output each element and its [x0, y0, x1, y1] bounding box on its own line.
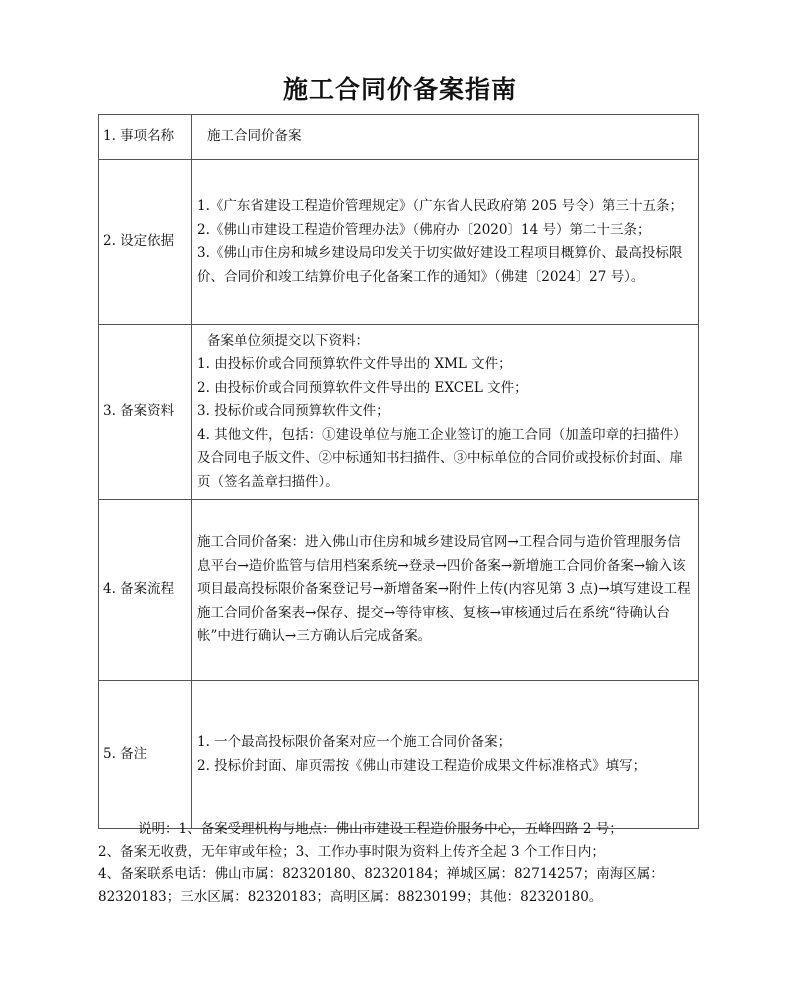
row-content-legal-basis [192, 160, 699, 325]
footer-line-1: 说明：1、备案受理机构与地点：佛山市建设工程造价服务中心，五峰四路 2 号； [138, 821, 623, 837]
notes-item: 1. 一个最高投标限价备案对应一个施工合同价备案； [197, 734, 512, 750]
row-content-process: 施工合同价备案：进入佛山市住房和城乡建设局官网→工程合同与造价管理服务信息平台→造价监管与信用档案系统→登录→四价备案→新增施工合同价备案→输入该项目最高投标限价备案登记号→新增备案→附件上传(内容见第 3 点)→填写建设工程施工合同价备案表→保存、提交→等待审核、复核→审核通过后在系统“待确认台帐”中进行确认→三方确认后完成备案。 [192, 500, 699, 681]
table-row-legal-basis [99, 160, 699, 325]
table-row-notes [99, 681, 699, 829]
table-row-process [99, 500, 699, 681]
row-label-materials: 3. 备案资料 [99, 325, 192, 500]
row-content-materials [192, 325, 699, 500]
row-label-item-name: 1. 事项名称 [99, 115, 192, 160]
footer-line-3: 4、备案联系电话：佛山市属：82320180、82320184；禅城区属：82714257；南海区属：82320183；三水区属：82320183；高明区属：88230199；其他：82320180。 [98, 866, 664, 905]
materials-intro: 备案单位须提交以下资料： [207, 332, 369, 349]
row-label-notes: 5. 备注 [99, 681, 192, 829]
row-content-notes [192, 681, 699, 829]
document-title: 施工合同价备案指南 [282, 75, 517, 104]
materials-item: 1. 由投标价或合同预算软件文件导出的 XML 文件； [197, 356, 512, 373]
row-content-item-name [192, 115, 699, 160]
item-name-value: 施工合同价备案 [207, 128, 302, 145]
basis-item: 3.《佛山市住房和城乡建设局印发关于切实做好建设工程项目概算价、最高投标限价、合同价和竣工结算价电子化备案工作的通知》（佛建〔2024〕27 号）。 [197, 245, 683, 285]
materials-item: 2. 由投标价或合同预算软件文件导出的 EXCEL 文件； [197, 379, 528, 396]
notes-item: 2. 投标价封面、扉页需按《佛山市建设工程造价成果文件标准格式》填写； [197, 757, 647, 774]
guide-table [98, 114, 699, 829]
row-label-legal-basis: 2. 设定依据 [99, 160, 192, 325]
footer-line-2: 2、备案无收费，无年审或年检；3、工作办事时限为资料上传齐全起 3 个工作日内； [98, 843, 605, 860]
table-row-item-name [99, 115, 699, 160]
row-label-process: 4. 备案流程 [99, 500, 192, 681]
basis-item: 1.《广东省建设工程造价管理规定》（广东省人民政府第 205 号令）第三十五条； [197, 198, 683, 214]
table-row-materials [99, 325, 699, 500]
materials-item: 3. 投标价或合同预算软件文件； [197, 403, 390, 420]
basis-item: 2.《佛山市建设工程造价管理办法》（佛府办〔2020〕14 号）第二十三条； [197, 221, 651, 238]
footer-notes [98, 818, 702, 908]
materials-item: 4. 其他文件，包括：①建设单位与施工企业签订的施工合同（加盖印章的扫描件）及合同电子版文件、②中标通知书扫描件、③中标单位的合同价或投标价封面、扉页（签名盖章扫描件）。 [197, 426, 687, 490]
